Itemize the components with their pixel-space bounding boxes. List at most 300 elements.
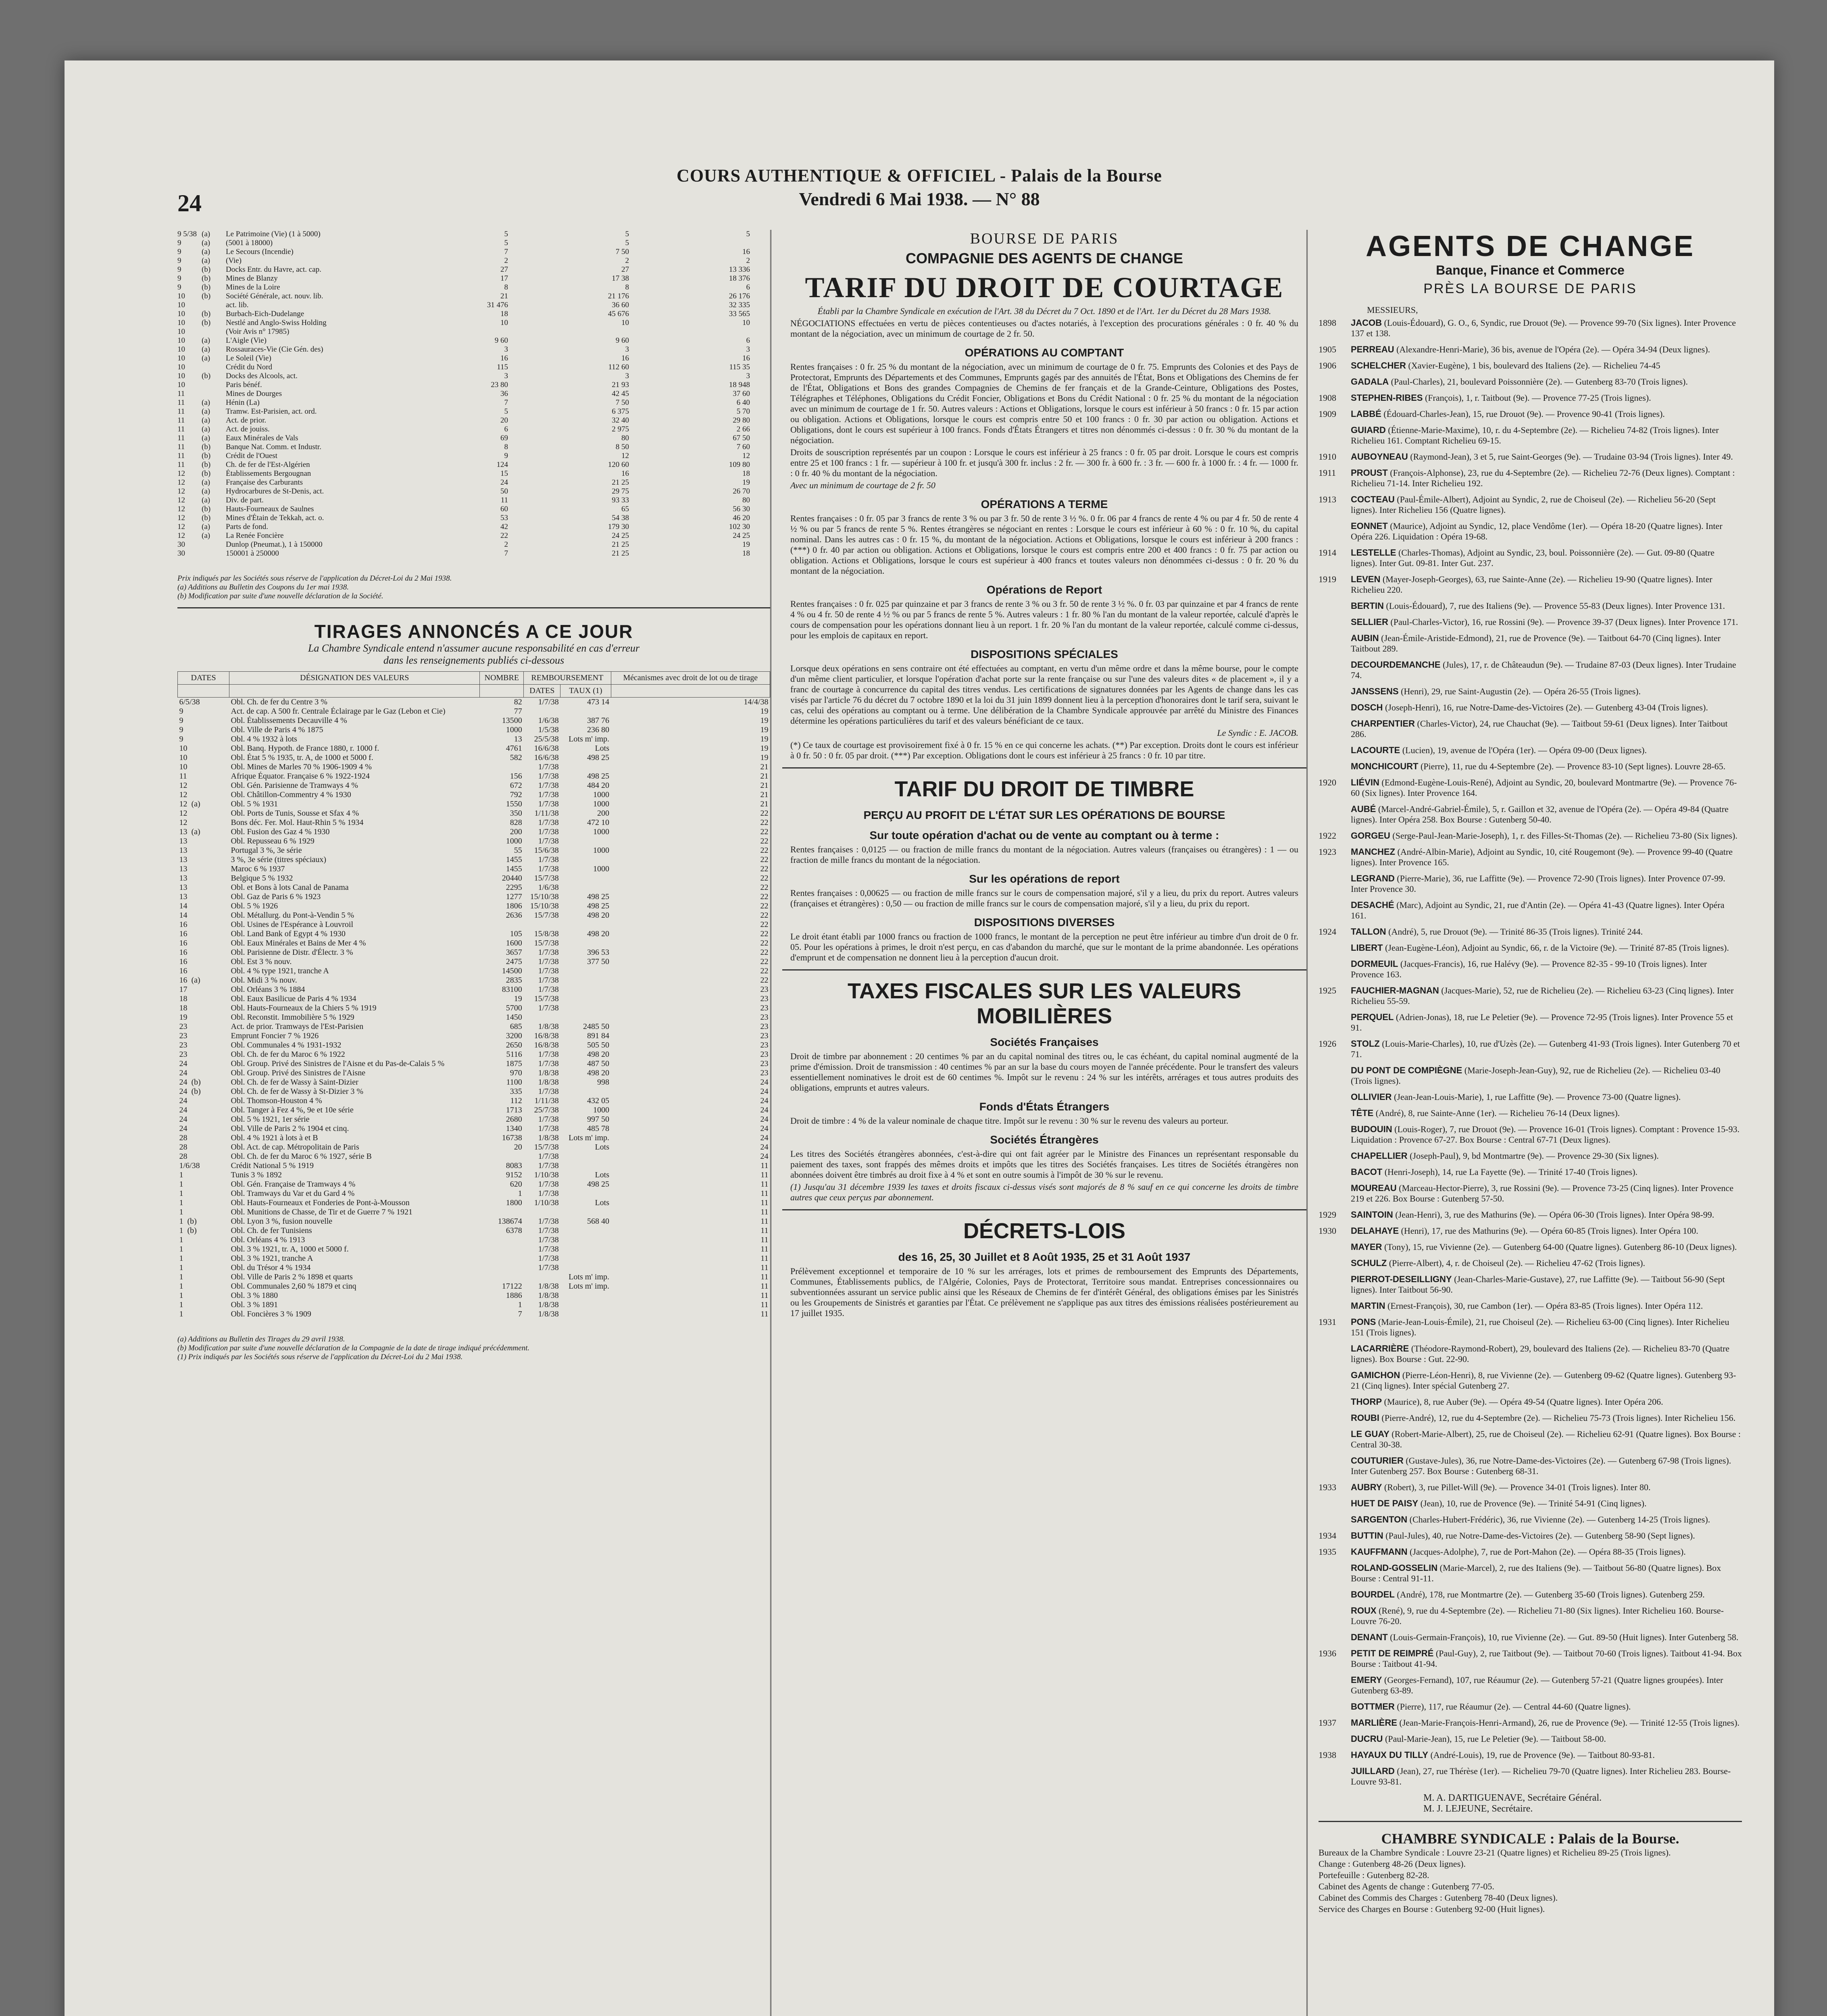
agent-name: PERQUEL (1351, 1012, 1394, 1022)
agent-entry (1319, 548, 1742, 569)
agents-title: AGENTS DE CHANGE (1365, 230, 1695, 262)
coupon-row (177, 239, 770, 248)
tirage-cell: 11 (760, 1245, 769, 1254)
tirage-row (178, 1059, 770, 1068)
coupon-cell (508, 372, 569, 381)
coupon-cell: (b) (202, 460, 211, 469)
tirage-date: 1 (179, 1282, 183, 1291)
tirage-cell: 1/7/38 (538, 1115, 559, 1124)
agent-name: MARTIN (1351, 1301, 1385, 1311)
coupon-cell: Hénin (La) (226, 398, 260, 407)
tirage-cell: 498 20 (587, 1068, 610, 1077)
coupon-cell: (5001 à 18000) (226, 239, 273, 247)
agent-name: MOUREAU (1351, 1183, 1397, 1193)
agent-entry (1319, 1589, 1742, 1600)
decrets-title: DÉCRETS-LOIS (963, 1219, 1126, 1243)
agent-year (1319, 1606, 1351, 1627)
tirage-cell: 498 25 (587, 1180, 610, 1189)
coupon-cell (629, 230, 690, 239)
agent-name: HUET DE PAISY (1351, 1498, 1419, 1508)
coupon-cell: 46 20 (733, 514, 750, 522)
agent-details: (Edmond-Eugène-Louis-René), Adjoint au Syndic, 20, boulevard Montmartre (9e). — Provence 76-60 (Six lignes). Inter Provence 164. (1351, 777, 1737, 798)
coupon-cell: 24 25 (733, 531, 750, 540)
agent-details: (Pierre), 11, rue du 4-Septembre (2e). — Provence 83-10 (Sept lignes). Louvre 28-65. (1420, 761, 1726, 771)
tirage-cell: 1/7/38 (538, 827, 559, 836)
tirage-cell (560, 1004, 611, 1013)
agent-name: DOSCH (1351, 702, 1383, 712)
agent-name: SARGENTON (1351, 1514, 1408, 1524)
coupon-cell: 18 948 (729, 381, 750, 389)
agent-entry (1319, 1413, 1742, 1423)
coupon-cell: 36 60 (612, 301, 629, 309)
tirage-cell: 105 (510, 929, 522, 938)
tirage-cell: 498 20 (587, 1050, 610, 1059)
tirage-cell: 11 (760, 1272, 769, 1281)
tirage-row (178, 790, 770, 800)
tirage-cell: 24 (760, 1078, 769, 1087)
coupon-cell: 12 (177, 531, 185, 540)
agent-year (1319, 1274, 1351, 1295)
coupon-row (177, 452, 770, 460)
agent-entry (1319, 943, 1742, 953)
tirage-date: 1 (179, 1170, 183, 1179)
agent-name: LIÉVIN (1351, 777, 1379, 787)
coupon-cell (202, 301, 226, 310)
coupon-row (177, 354, 770, 363)
agent-name: COCTEAU (1351, 494, 1395, 504)
chambre-line: Service des Charges en Bourse : Gutenberg 92-00 (Huit lignes). (1319, 1904, 1545, 1914)
coupon-cell: 42 45 (612, 389, 629, 398)
tirage-cell: Obl. Hauts-Fourneaux de la Chiers 5 % 1919 (231, 1004, 377, 1012)
taxes-note: (1) Jusqu'au 31 décembre 1939 les taxes et droits fiscaux ci-dessus visés sont majorés de 8 % sauf en ce qui concerne les droits de timbre autres que ceux perçus par abonnement. (790, 1182, 1298, 1202)
tirage-cell: Obl. 5 % 1921, 1er série (231, 1115, 310, 1124)
tirage-cell: 16/8/38 (534, 1031, 559, 1040)
agent-details: (Mayer-Joseph-Georges), 63, rue Sainte-Anne (2e). — Richelieu 19-90 (Quatre lignes). Inter Richelieu 220. (1351, 574, 1712, 595)
coupon-cell: Banque Nat. Comm. et Industr. (226, 443, 321, 451)
tirage-cell (560, 966, 611, 976)
tirage-cell: Obl. Land Bank of Egypt 4 % 1930 (231, 929, 346, 938)
comptant-heading: OPÉRATIONS AU COMPTANT (965, 346, 1124, 359)
agent-details: (Maurice), Adjoint au Syndic, 12, place Vendôme (1er). — Opéra 18-20 (Quatre lignes). Inter Opéra 226. Liquidation : Opéra 19-68. (1351, 521, 1723, 541)
agent-year: 1914 (1319, 548, 1336, 558)
coupon-cell: 23 80 (491, 381, 508, 389)
coupon-row (177, 248, 770, 256)
tirage-row (178, 827, 770, 837)
tirage-cell: 1/7/38 (538, 1235, 559, 1244)
tirage-date: 12 (179, 790, 187, 799)
coupon-cell: 15 (500, 469, 508, 478)
tirage-cell: 1/8/38 (538, 1068, 559, 1077)
agent-entry (1319, 1675, 1742, 1696)
coupon-cell (508, 478, 569, 487)
coupon-cell (508, 523, 569, 531)
coupon-cell: 9 (177, 248, 181, 256)
agent-entry (1319, 1397, 1742, 1407)
report-heading: Opérations de Report (986, 583, 1102, 596)
agent-name: AUBRY (1351, 1482, 1382, 1492)
header-date: Vendredi 6 Mai 1938. — N° 88 (799, 189, 1040, 209)
tirage-cell: 200 (510, 827, 522, 836)
agent-year (1319, 900, 1351, 921)
tirage-row (178, 902, 770, 911)
tirages-note-2: (b) Modification par suite d'une nouvelle déclaration de la Compagnie de la date de tirage indiqué précédemment. (177, 1344, 530, 1352)
column-coupons-tirages (177, 230, 771, 2016)
coupon-row (177, 496, 770, 505)
tirage-cell: 1/7/38 (538, 1124, 559, 1133)
tirage-cell: Obl. Group. Privé des Sinistres de l'Aisne (231, 1068, 366, 1077)
coupon-cell (629, 523, 690, 531)
agent-year: 1938 (1319, 1750, 1336, 1760)
coupon-cell (508, 443, 569, 452)
coupon-cell (452, 327, 508, 336)
tirage-date: 13 (179, 864, 187, 873)
agent-year (1319, 1151, 1351, 1161)
timbre-heading-3: DISPOSITIONS DIVERSES (974, 916, 1115, 929)
tirage-cell: 1/11/38 (534, 809, 559, 818)
coupon-cell: Hauts-Fourneaux de Saulnes (226, 505, 314, 513)
tirage-row (178, 762, 770, 772)
coupon-cell: Act. de jouiss. (226, 425, 270, 433)
coupon-cell: 12 (177, 496, 185, 504)
tirage-cell: 19 (514, 994, 522, 1003)
coupon-cell: (b) (202, 372, 211, 380)
dispositions-heading: DISPOSITIONS SPÉCIALES (971, 648, 1118, 660)
coupon-cell (508, 425, 569, 434)
coupon-cell: 10 (177, 292, 185, 300)
agent-year: 1933 (1319, 1482, 1336, 1492)
tirage-cell: 21 (760, 781, 769, 790)
coupon-cell: 60 (500, 505, 508, 513)
agent-entry (1319, 847, 1742, 868)
tirage-cell: 1/6/38 (538, 883, 559, 892)
coupon-cell (629, 531, 690, 540)
coupon-cell: 18 376 (729, 274, 750, 283)
taxes-text-2: Droit de timbre : 4 % de la valeur nominale de chaque titre. Impôt sur le revenu : 30 % sur le revenu des valeurs au porteur. (790, 1116, 1229, 1126)
tirage-cell (524, 920, 560, 929)
agent-details: (Marc), Adjoint au Syndic, 21, rue d'Antin (2e). — Opéra 41-43 (Quatre lignes). Inter Opéra 161. (1351, 900, 1725, 921)
tirage-cell: 1/7/38 (538, 1161, 559, 1170)
tirage-cell: 997 50 (587, 1115, 610, 1124)
coupon-cell: Rossauraces-Vie (Cie Gén. des) (226, 345, 323, 354)
agent-entry (1319, 377, 1742, 387)
coupon-cell (629, 487, 690, 496)
agent-entry (1319, 1183, 1742, 1204)
coupon-cell (629, 469, 690, 478)
agent-details: (Marcel-André-Gabriel-Émile), 5, r. Gaillon et 32, avenue de l'Opéra (2e). — Opéra 49-84 (Quatre lignes). Inter Opéra 258. Box Bourse : Gutenberg 50-40. (1351, 804, 1729, 825)
tirage-cell: 891 84 (587, 1031, 610, 1040)
tirage-cell: 6378 (506, 1226, 522, 1235)
coupon-cell: 16 (742, 248, 750, 256)
coupon-cell (629, 434, 690, 443)
agent-entry (1319, 1151, 1742, 1161)
agent-year: 1926 (1319, 1039, 1336, 1049)
coupon-cell: Crédit du Nord (226, 363, 273, 371)
coupon-cell (629, 407, 690, 416)
tirage-cell: 1600 (506, 939, 522, 948)
agent-details: (Lucien), 19, avenue de l'Opéra (1er). — Opéra 09-00 (Deux lignes). (1402, 745, 1647, 755)
agent-entry (1319, 409, 1742, 419)
agent-year (1319, 1065, 1351, 1086)
agent-name: KAUFFMANN (1351, 1547, 1408, 1557)
page-header (65, 165, 1774, 210)
tirage-row (178, 994, 770, 1004)
tirage-row (178, 1254, 770, 1263)
coupon-cell: 9 5/38 (177, 230, 197, 238)
tirage-cell: 1/7/38 (538, 985, 559, 994)
tirage-cell: 1100 (506, 1078, 522, 1087)
coupon-cell (508, 381, 569, 389)
coupon-cell (629, 425, 690, 434)
agent-year (1319, 1413, 1351, 1423)
coupon-cell: 32 335 (729, 301, 750, 309)
tirage-date: 24 (179, 1068, 187, 1077)
coupon-cell (508, 540, 569, 549)
tirage-cell: 1875 (506, 1059, 522, 1068)
tirage-cell: 1/7/38 (538, 1087, 559, 1096)
tirage-cell: 1000 (506, 837, 522, 846)
tirage-date: 12 (179, 809, 187, 818)
tirages-note-1: (a) Additions au Bulletin des Tirages du 29 avril 1938. (177, 1335, 345, 1343)
agent-entry (1319, 1531, 1742, 1541)
agent-entry (1319, 633, 1742, 654)
tirage-date: 16 (179, 966, 187, 975)
coupon-cell: 37 60 (733, 389, 750, 398)
coupon-cell: Ch. de fer de l'Est-Algérien (226, 460, 310, 469)
tirages-subtitle-2: dans les renseignements publiés ci-dessous (383, 654, 565, 666)
tirage-cell (560, 1161, 611, 1170)
tirage-cell: 24 (760, 1087, 769, 1096)
agent-year (1319, 1012, 1351, 1033)
tirage-date: 28 (179, 1133, 187, 1142)
tirage-date: 16 (179, 929, 187, 938)
tirage-cell: 2680 (506, 1115, 522, 1124)
coupon-cell (508, 230, 569, 239)
agent-details: (Jean-Émile-Aristide-Edmond), 21, rue de Provence (9e). — Taitbout 64-70 (Cinq lignes). Inter Taitbout 289. (1351, 633, 1721, 654)
coupon-cell (508, 256, 569, 265)
tirage-cell: 21 (760, 790, 769, 799)
tirage-cell: 498 25 (587, 753, 610, 762)
coupon-cell: (b) (202, 452, 211, 460)
agent-name: LESTELLE (1351, 548, 1396, 558)
coupon-row (177, 398, 770, 407)
agent-year: 1936 (1319, 1648, 1336, 1658)
agent-name: GAMICHON (1351, 1370, 1400, 1380)
coupon-cell: Le Secours (Incendie) (226, 248, 294, 256)
coupon-cell: Société Générale, act. nouv. lib. (226, 292, 323, 300)
agent-entry (1319, 761, 1742, 772)
tirage-cell (480, 1235, 524, 1245)
agent-entry (1319, 1210, 1742, 1220)
coupon-cell: 21 25 (612, 478, 629, 487)
coupon-row (177, 549, 770, 558)
tirage-cell: 498 25 (587, 892, 610, 901)
tirage-row (178, 883, 770, 892)
chambre-title: CHAMBRE SYNDICALE : Palais de la Bourse. (1381, 1831, 1679, 1847)
tirage-cell: 22 (760, 911, 769, 920)
coupon-cell: 12 (621, 452, 629, 460)
coupon-cell: (b) (202, 265, 211, 274)
agent-details: (Tony), 15, rue Vivienne (2e). — Gutenberg 64-00 (Quatre lignes). Gutenberg 86-10 (Deux lignes). (1384, 1242, 1737, 1252)
coupon-cell: 30 (177, 549, 185, 558)
agent-details: (Jules), 17, r. de Châteaudun (9e). — Trudaine 87-03 (Deux lignes). Inter Trudaine 74. (1351, 660, 1736, 680)
tirage-cell (480, 1254, 524, 1263)
tirage-cell: 77 (514, 707, 522, 716)
coupon-cell: 10 (177, 345, 185, 354)
coupon-cell: (a) (202, 256, 210, 265)
tirage-cell: 1455 (506, 864, 522, 873)
tirage-row (178, 846, 770, 855)
coupon-row (177, 514, 770, 523)
tirage-cell: 1/8/38 (538, 1282, 559, 1291)
tirage-date: 6/5/38 (179, 698, 200, 706)
agent-entry (1319, 617, 1742, 627)
tirage-cell: Obl. Orléans 4 % 1913 (231, 1235, 305, 1244)
coupon-cell: 21 25 (612, 549, 629, 558)
coupon-cell (629, 505, 690, 514)
tirage-cell: Maroc 6 % 1937 (231, 864, 285, 873)
tirage-cell (524, 1208, 560, 1217)
agent-details: (Adrien-Jonas), 18, rue Le Peletier (9e). — Provence 72-95 (Trois lignes). Inter Provence 55 et 91. (1351, 1012, 1733, 1033)
coupon-cell (629, 283, 690, 292)
agent-details: (Jean-Marie-François-Henri-Armand), 26, rue de Provence (9e). — Trinité 12-55 (Trois lignes). (1399, 1718, 1740, 1728)
tirage-date: 24 (179, 1059, 187, 1068)
coupon-cell: 6 (746, 283, 750, 292)
tirage-row (178, 1226, 770, 1235)
coupon-cell: 11 (177, 443, 185, 451)
tirage-cell: 1/7/38 (538, 957, 559, 966)
coupon-cell: 29 75 (612, 487, 629, 496)
coupon-cell: 5 (504, 230, 508, 238)
agent-entry (1319, 1343, 1742, 1364)
agent-entry (1319, 804, 1742, 825)
tirage-row (178, 1087, 770, 1096)
tirage-cell: 11 (760, 1208, 769, 1216)
coupon-cell: 9 (177, 283, 181, 292)
tirage-cell: 22 (760, 864, 769, 873)
agent-details: (Édouard-Charles-Jean), 15, rue Drouot (9e). — Provence 90-41 (Trois lignes). (1383, 409, 1665, 419)
tirage-cell: 24 (760, 1133, 769, 1142)
coupon-cell: (a) (202, 239, 210, 247)
timbre-heading-1: Sur toute opération d'achat ou de vente au comptant ou à terme : (869, 829, 1219, 841)
coupon-row (177, 283, 770, 292)
tirage-date: 16 (179, 948, 187, 957)
tirage-date: 9 (179, 725, 183, 734)
coupon-row (177, 372, 770, 381)
tirage-mark: (a) (191, 976, 200, 985)
agent-name: LACARRIÈRE (1351, 1343, 1409, 1354)
tirage-cell: 82 (514, 698, 522, 706)
agent-details: (Paul-Marie-Jean), 15, rue Le Peletier (9e). — Taitbout 58-00. (1385, 1734, 1606, 1744)
tirage-cell: 22 (760, 920, 769, 929)
agent-entry (1319, 1547, 1742, 1557)
coupon-cell: 21 176 (608, 292, 629, 300)
coupon-cell (569, 327, 629, 336)
tirage-cell (560, 939, 611, 948)
coupon-cell (508, 398, 569, 407)
coupon-cell (508, 354, 569, 363)
agent-year (1319, 1589, 1351, 1600)
tirage-cell: 14500 (502, 966, 522, 975)
terme-text: Rentes françaises : 0 fr. 05 par 3 francs de rente 3 % ou par 3 fr. 50 de rente 3 ½ %. 0 fr. 06 par 4 francs de rente 4 % ou par 4 fr. 50 de rente 4 ½ % ou par 5 francs de rente 5 %. Rentes étrangères se négociant en rentes : Lorsque le cours est inférieur à 60 % : 0 fr. 10 %, du capital nominal. Dans les autres cas : 0 fr. 15 %, du montant de la négociation. Actions et Obligations, lorsque le cours est inférieur à 200 francs : (***) 0 fr. 40 par action ou obligation. Actions et Obligations, lorsque le cours est compris entre 200 et 400 francs : 0 fr. 75 par action ou obligation. Actions et Obligations, lorsque le cours est supérieur à 400 francs et toutes valeurs non dénommées ci-dessus : 0 fr. 20 % du montant de la négociation. (790, 513, 1298, 576)
agent-entry (1319, 1108, 1742, 1118)
coupon-cell: Docks des Alcools, act. (226, 372, 298, 380)
coupon-cell: 5 (625, 230, 629, 238)
tirage-cell: 1/7/38 (538, 1189, 559, 1198)
tirage-cell: Obl. Munitions de Chasse, de Tir et de Guerre 7 % 1921 (231, 1208, 413, 1216)
negociations-text: NÉGOCIATIONS effectuées en vertu de pièces contentieuses ou d'actes notariés, à l'exception des procurations générales : 0 fr. 40 % du montant de la négociation, avec un minimum de courtage de 2 fr. 50. (790, 318, 1298, 339)
tirage-row (178, 1124, 770, 1133)
tirage-cell: Obl. Ville de Paris 4 % 1875 (231, 725, 323, 734)
col-header-taux: TAUX (1) (560, 685, 611, 698)
tirage-cell: Obl. Mines de Marles 70 % 1906-1909 4 % (231, 762, 372, 771)
tirage-cell: Obl. Ch. de fer Tunisiens (231, 1226, 312, 1235)
coupon-cell: 7 50 (615, 248, 629, 256)
tirage-date: 18 (179, 994, 187, 1003)
tirage-cell: 22 (760, 855, 769, 864)
coupon-cell: 11 (177, 389, 185, 398)
agent-entry (1319, 873, 1742, 894)
tirage-cell (480, 1263, 524, 1272)
col-header-dates: DATES (178, 672, 229, 685)
coupon-row (177, 230, 770, 239)
agent-year: 1937 (1319, 1718, 1336, 1728)
coupon-cell (629, 443, 690, 452)
terme-heading: OPÉRATIONS A TERME (981, 498, 1108, 510)
tirage-row (178, 1189, 770, 1198)
agent-entry (1319, 1065, 1742, 1086)
coupon-cell (508, 239, 569, 248)
tirage-cell (560, 883, 611, 892)
tirage-cell: 16/8/38 (534, 1041, 559, 1050)
tirage-cell: 1/7/38 (538, 837, 559, 846)
col-header-mecanismes: Mécanismes avec droit de lot ou de tirage (611, 672, 770, 685)
tirage-cell: 15/7/38 (534, 939, 559, 948)
agent-details: (André-Albin-Marie), Adjoint au Syndic, 10, cité Rougemont (9e). — Provence 99-40 (Quatre lignes). Inter Provence 165. (1351, 847, 1733, 867)
coupon-row (177, 416, 770, 425)
agent-year: 1924 (1319, 927, 1336, 937)
agent-name: TALLON (1351, 927, 1386, 937)
tirage-cell: 1/7/38 (538, 818, 559, 827)
tirage-cell: 2650 (506, 1041, 522, 1050)
tirage-cell: 1000 (506, 725, 522, 734)
tirage-cell: 23 (760, 1068, 769, 1077)
tirage-row (178, 1143, 770, 1152)
agent-name: PROUST (1351, 468, 1388, 478)
coupon-cell: Docks Entr. du Havre, act. cap. (226, 265, 321, 274)
coupon-cell: Nestlé and Anglo-Swiss Holding (226, 319, 327, 327)
coupon-cell: (a) (202, 434, 210, 442)
tirage-cell (524, 1013, 560, 1022)
coupon-cell (508, 283, 569, 292)
tirage-cell: 11 (760, 1300, 769, 1309)
tirage-cell: 1886 (506, 1291, 522, 1300)
agent-name: LEGRAND (1351, 873, 1395, 883)
tirage-cell: Obl. Tramways du Var et du Gard 4 % (231, 1189, 355, 1198)
column-agents-de-change (1319, 230, 1742, 2016)
tirage-cell: 1000 (593, 846, 610, 855)
tirage-row (178, 735, 770, 744)
tirage-date: 28 (179, 1152, 187, 1161)
tirage-row (178, 957, 770, 966)
tirage-cell (560, 1254, 611, 1263)
coupon-cell: (a) (202, 345, 210, 354)
agent-year (1319, 1397, 1351, 1407)
tirage-cell: 15/7/38 (534, 911, 559, 920)
agent-name: BOURDEL (1351, 1589, 1395, 1599)
agent-entry (1319, 1274, 1742, 1295)
agent-entry (1319, 1456, 1742, 1477)
agent-entry (1319, 1167, 1742, 1177)
